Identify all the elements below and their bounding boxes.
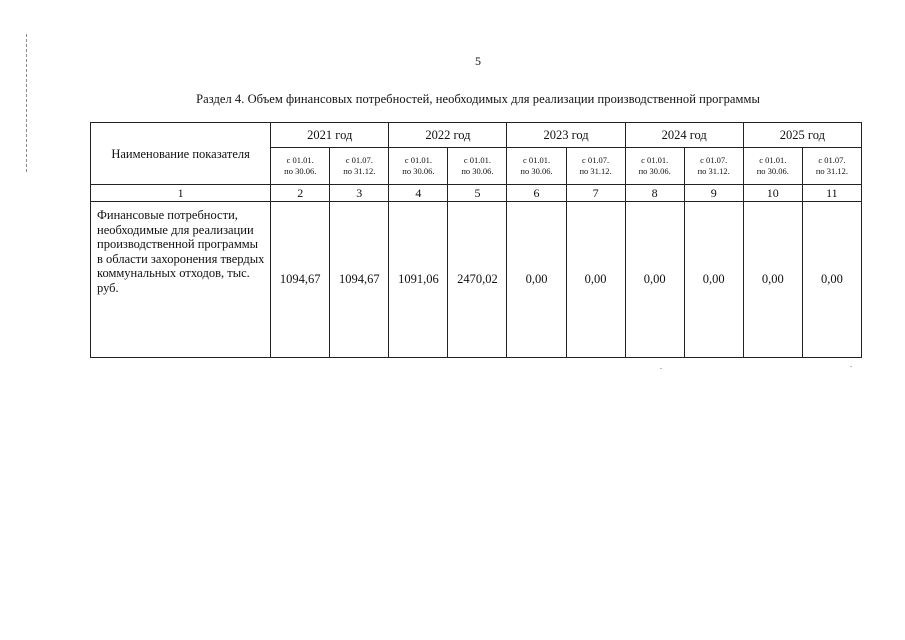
value-cell: 0,00 xyxy=(625,202,684,358)
value-cell: 0,00 xyxy=(743,202,802,358)
column-number: 9 xyxy=(684,185,743,202)
column-number: 7 xyxy=(566,185,625,202)
value-cell: 0,00 xyxy=(566,202,625,358)
period-header: с 01.01. по 30.06. xyxy=(448,148,507,185)
section-title: Раздел 4. Объем финансовых потребностей, необходимых для реализации производственной программы xyxy=(196,92,760,106)
period-header: с 01.01. по 30.06. xyxy=(271,148,330,185)
year-header: 2023 год xyxy=(507,123,625,148)
value-cell: 1094,67 xyxy=(330,202,389,358)
year-header: 2021 год xyxy=(271,123,389,148)
value-cell: 0,00 xyxy=(684,202,743,358)
scan-speck xyxy=(660,368,662,369)
financial-needs-table xyxy=(90,122,862,358)
column-number: 6 xyxy=(507,185,566,202)
period-header: с 01.01. по 30.06. xyxy=(743,148,802,185)
column-number-row xyxy=(91,185,862,202)
period-header: с 01.07. по 31.12. xyxy=(330,148,389,185)
page-number: 5 xyxy=(475,54,481,68)
year-header: 2022 год xyxy=(389,123,507,148)
value-cell: 0,00 xyxy=(507,202,566,358)
value-cell: 2470,02 xyxy=(448,202,507,358)
column-number: 1 xyxy=(91,185,271,202)
binding-margin-line xyxy=(26,34,27,172)
period-header: с 01.01. по 30.06. xyxy=(625,148,684,185)
year-header: 2024 год xyxy=(625,123,743,148)
period-header: с 01.07. по 31.12. xyxy=(566,148,625,185)
period-header: с 01.07. по 31.12. xyxy=(802,148,861,185)
column-number: 11 xyxy=(802,185,861,202)
value-cell: 0,00 xyxy=(802,202,861,358)
value-cell: 1094,67 xyxy=(271,202,330,358)
period-header: с 01.01. по 30.06. xyxy=(389,148,448,185)
column-number: 4 xyxy=(389,185,448,202)
year-header: 2025 год xyxy=(743,123,861,148)
column-number: 2 xyxy=(271,185,330,202)
table-row xyxy=(91,202,862,358)
column-number: 8 xyxy=(625,185,684,202)
indicator-name-cell: Финансовые потребности, необходимые для реализации производственной программы в области захоронения твердых коммунальных отходов, тыс. руб. xyxy=(91,202,271,358)
column-number: 10 xyxy=(743,185,802,202)
column-number: 3 xyxy=(330,185,389,202)
value-cell: 1091,06 xyxy=(389,202,448,358)
column-number: 5 xyxy=(448,185,507,202)
scan-speck xyxy=(850,366,852,367)
year-header-row xyxy=(91,123,862,148)
indicator-name-header: Наименование показателя xyxy=(91,123,271,185)
period-header: с 01.01. по 30.06. xyxy=(507,148,566,185)
period-header: с 01.07. по 31.12. xyxy=(684,148,743,185)
